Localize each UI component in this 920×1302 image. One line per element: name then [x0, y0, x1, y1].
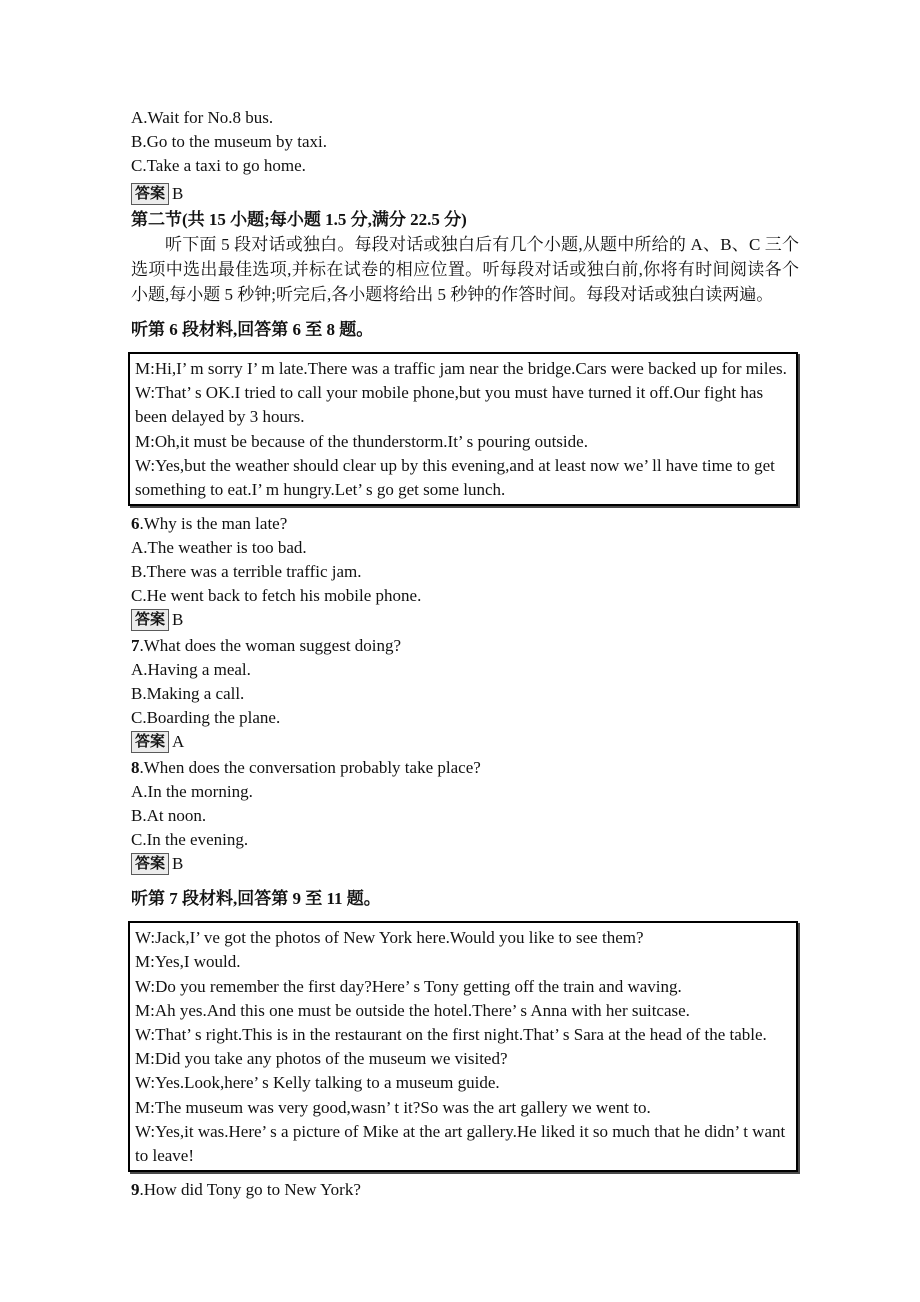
question-9 — [131, 1178, 799, 1202]
question-7 — [131, 634, 799, 754]
answer-row-8 — [131, 852, 799, 876]
option-8-b: B.At noon. — [131, 806, 207, 826]
option-7-a: A.Having a meal. — [131, 660, 251, 680]
option-7-c: C.Boarding the plane. — [131, 708, 281, 728]
question-stem: .How did Tony go to New York? — [139, 1180, 361, 1200]
answer-row-6 — [131, 608, 799, 632]
question-number: 9 — [131, 1180, 140, 1200]
answer-label: 答案 — [131, 183, 169, 205]
dialogue-line: W:That’ s right.This is in the restaurant on the first night.That’ s Sara at the head of the table. — [135, 1025, 767, 1045]
option-7-b: B.Making a call. — [131, 684, 245, 704]
option-8-c: C.In the evening. — [131, 830, 249, 850]
question-stem: .Why is the man late? — [139, 514, 288, 534]
dialogue-line: M:The museum was very good,wasn’ t it?So was the art gallery we went to. — [135, 1097, 651, 1117]
prev-option-c: C.Take a taxi to go home. — [131, 156, 306, 175]
answer-value: B — [172, 184, 184, 203]
dialogue-box-6 — [128, 352, 798, 506]
question-number: 8 — [131, 758, 140, 778]
prev-option-a: A.Wait for No.8 bus. — [131, 108, 274, 127]
question-number: 7 — [131, 636, 140, 656]
section-instructions: 听下面 5 段对话或独白。每段对话或独白后有几个小题,从题中所给的 A、B、C 三个选项中选出最佳选项,并标在试卷的相应位置。听每段对话或独白前,你将有时间阅读各个小题,每小题 5 秒钟;听完后,各小题将给出 5 秒钟的作答时间。每段对话或独白读两遍。 — [131, 235, 799, 304]
dialogue-box-7 — [128, 921, 798, 1172]
question-6 — [131, 512, 799, 632]
answer-row-prev — [131, 182, 799, 206]
dialogue-line: W:That’ s OK.I tried to call your mobile phone,but you must have turned it off.Our fight has been delayed by 3 hours. — [135, 383, 764, 427]
question-number: 6 — [131, 514, 140, 534]
dialogue-line: M:Hi,I’ m sorry I’ m late.There was a traffic jam near the bridge.Cars were backed up for miles. — [135, 359, 787, 378]
question-8 — [131, 756, 799, 876]
material-7-heading: 听第 7 段材料,回答第 9 至 11 题。 — [131, 889, 381, 909]
section-heading: 第二节(共 15 小题;每小题 1.5 分,满分 22.5 分) — [131, 210, 467, 229]
answer-row-7 — [131, 730, 799, 754]
option-6-a: A.The weather is too bad. — [131, 538, 307, 558]
dialogue-line: M:Oh,it must be because of the thunderstorm.It’ s pouring outside. — [135, 431, 588, 451]
answer-label: 答案 — [131, 609, 169, 631]
answer-value: B — [172, 610, 184, 630]
question-stem: .What does the woman suggest doing? — [139, 636, 402, 656]
dialogue-line: W:Yes,it was.Here’ s a picture of Mike at the art gallery.He liked it so much that he didn’ t want to leave! — [135, 1121, 786, 1166]
dialogue-line: W:Jack,I’ ve got the photos of New York here.Would you like to see them? — [135, 928, 644, 948]
dialogue-line: M:Ah yes.And this one must be outside the hotel.There’ s Anna with her suitcase. — [135, 1000, 690, 1020]
answer-label: 答案 — [131, 853, 169, 875]
dialogue-line: M:Yes,I would. — [135, 952, 241, 972]
dialogue-line: M:Did you take any photos of the museum we visited? — [135, 1049, 508, 1069]
answer-label: 答案 — [131, 731, 169, 753]
dialogue-line: W:Do you remember the first day?Here’ s Tony getting off the train and waving. — [135, 976, 682, 996]
option-6-c: C.He went back to fetch his mobile phone. — [131, 586, 422, 606]
document-content — [131, 106, 799, 1202]
dialogue-line: W:Yes.Look,here’ s Kelly talking to a museum guide. — [135, 1073, 500, 1093]
option-6-b: B.There was a terrible traffic jam. — [131, 562, 362, 582]
question-7-text — [131, 634, 799, 658]
answer-value: A — [172, 732, 185, 752]
dialogue-line: W:Yes,but the weather should clear up by this evening,and at least now we’ ll have time to get something to eat.I’ m hungry.Let’ s go get some lunch. — [135, 455, 775, 500]
question-8-text — [131, 756, 799, 780]
material-6-heading: 听第 6 段材料,回答第 6 至 8 题。 — [131, 320, 374, 339]
option-8-a: A.In the morning. — [131, 782, 253, 802]
answer-value: B — [172, 854, 184, 874]
question-6-text — [131, 512, 799, 536]
prev-option-b: B.Go to the museum by taxi. — [131, 132, 327, 151]
question-stem: .When does the conversation probably take place? — [139, 758, 481, 778]
